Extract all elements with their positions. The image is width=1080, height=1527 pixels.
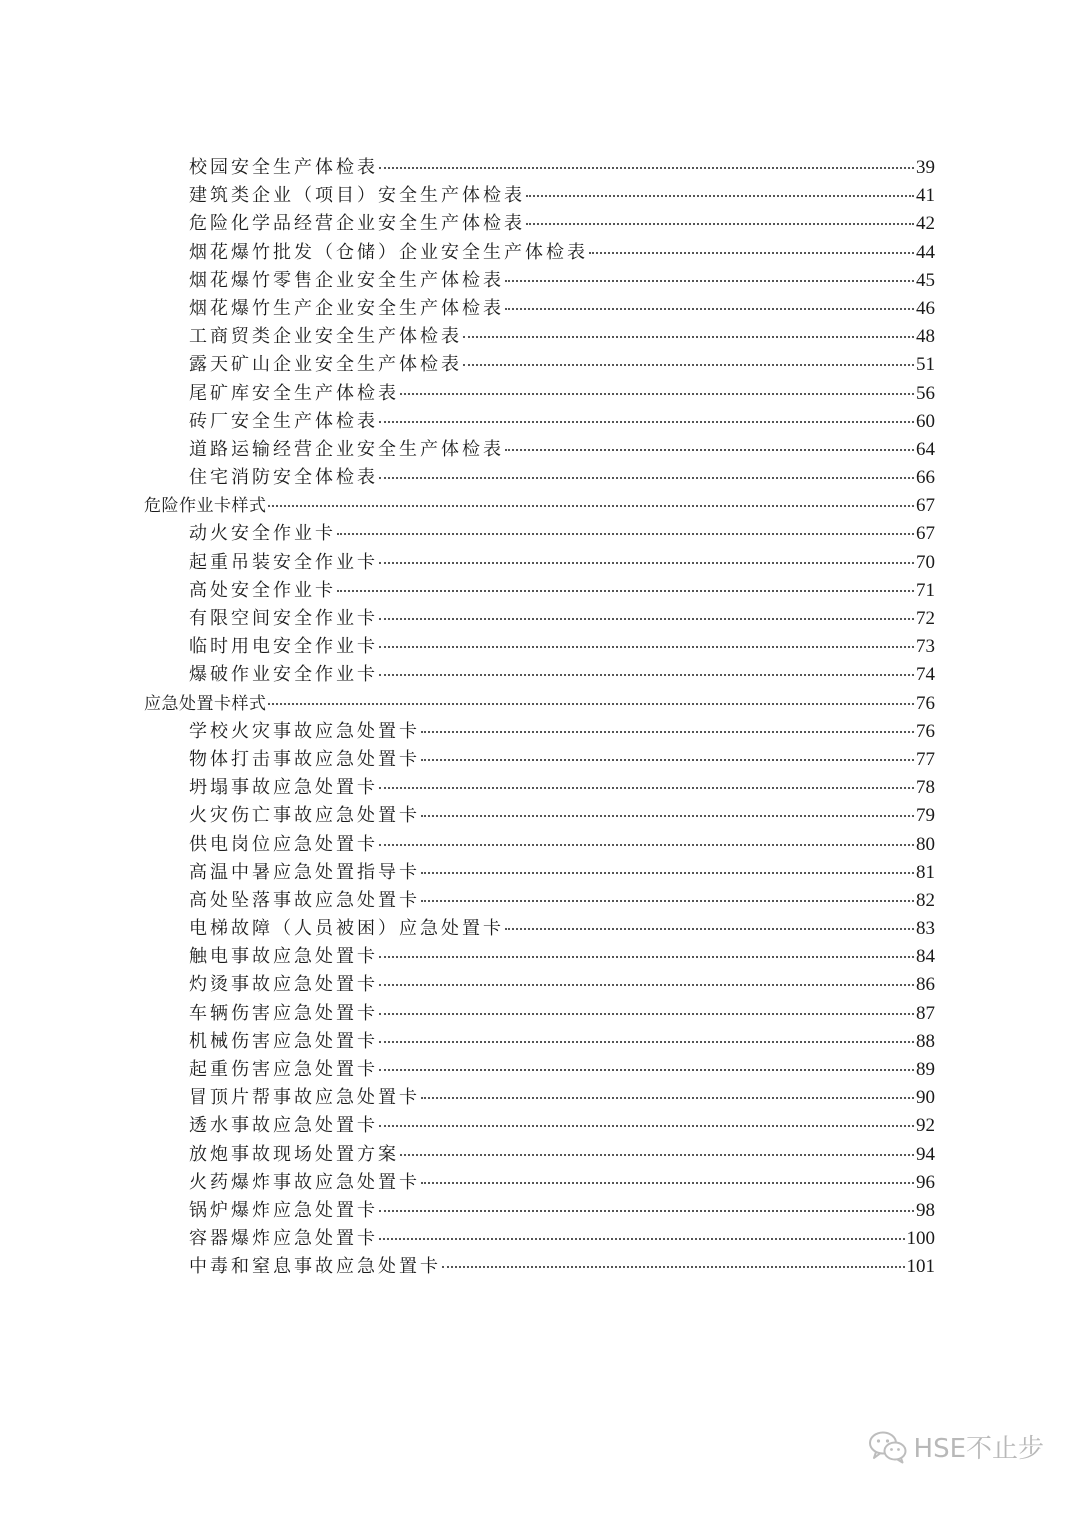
toc-entry-label: 建筑类企业（项目）安全生产体检表 bbox=[189, 185, 525, 207]
toc-page-number: 72 bbox=[916, 608, 935, 629]
toc-entry[interactable] bbox=[144, 210, 935, 238]
dot-leader bbox=[421, 871, 914, 874]
toc-entry[interactable] bbox=[144, 464, 935, 492]
toc-page-number: 89 bbox=[916, 1059, 935, 1080]
toc-page-number: 86 bbox=[916, 974, 935, 996]
toc-page-number: 48 bbox=[916, 326, 935, 348]
dot-leader bbox=[379, 786, 914, 789]
toc-page-number: 80 bbox=[916, 833, 935, 855]
toc-entry[interactable] bbox=[144, 154, 935, 182]
toc-entry-label: 放炮事故现场处置方案 bbox=[189, 1143, 399, 1165]
toc-page-number: 81 bbox=[916, 861, 935, 883]
toc-page-number: 92 bbox=[916, 1115, 935, 1137]
toc-entry-label: 住宅消防安全体检表 bbox=[189, 467, 378, 489]
toc-page-number: 45 bbox=[916, 269, 935, 291]
toc-entry[interactable] bbox=[144, 605, 935, 633]
toc-entry[interactable] bbox=[144, 1028, 935, 1056]
dot-leader bbox=[505, 927, 914, 930]
toc-page-number: 90 bbox=[916, 1087, 935, 1109]
dot-leader bbox=[526, 194, 914, 197]
toc-page-number: 71 bbox=[916, 579, 935, 601]
toc-entry[interactable] bbox=[144, 1056, 935, 1084]
toc-page-number: 73 bbox=[916, 636, 935, 658]
toc-page-number: 44 bbox=[916, 241, 935, 263]
dot-leader bbox=[379, 420, 914, 423]
toc-entry-label: 触电事故应急处置卡 bbox=[189, 946, 378, 968]
toc-entry-label: 高温中暑应急处置指导卡 bbox=[189, 861, 420, 883]
toc-entry-label: 砖厂安全生产体检表 bbox=[189, 410, 378, 432]
dot-leader bbox=[505, 448, 914, 451]
toc-entry[interactable] bbox=[144, 1253, 935, 1281]
dot-leader bbox=[421, 1096, 914, 1099]
dot-leader bbox=[379, 1012, 914, 1015]
toc-section-entry[interactable] bbox=[144, 492, 935, 520]
watermark bbox=[868, 1428, 1044, 1465]
dot-leader bbox=[379, 1068, 914, 1071]
toc-entry-label: 冒顶片帮事故应急处置卡 bbox=[189, 1087, 420, 1109]
toc-entry[interactable] bbox=[144, 295, 935, 323]
dot-leader bbox=[379, 843, 914, 846]
toc-entry[interactable] bbox=[144, 239, 935, 267]
toc-entry[interactable] bbox=[144, 549, 935, 577]
toc-page-number: 77 bbox=[916, 748, 935, 770]
toc-entry-label: 容器爆炸应急处置卡 bbox=[189, 1228, 378, 1250]
toc-entry[interactable] bbox=[144, 577, 935, 605]
toc-entry-label: 临时用电安全作业卡 bbox=[189, 636, 378, 658]
toc-page-number: 66 bbox=[916, 467, 935, 489]
dot-leader bbox=[526, 222, 914, 225]
toc-entry[interactable] bbox=[144, 182, 935, 210]
toc-entry[interactable] bbox=[144, 971, 935, 999]
toc-entry[interactable] bbox=[144, 380, 935, 408]
wechat-icon bbox=[868, 1430, 908, 1464]
toc-page-number: 98 bbox=[916, 1199, 935, 1221]
toc-entry[interactable] bbox=[144, 802, 935, 830]
toc-entry[interactable] bbox=[144, 774, 935, 802]
toc-entry[interactable] bbox=[144, 1112, 935, 1140]
toc-entry-label: 高处安全作业卡 bbox=[189, 579, 336, 601]
toc-entry[interactable] bbox=[144, 661, 935, 689]
toc-entry[interactable] bbox=[144, 267, 935, 295]
toc-entry[interactable] bbox=[144, 323, 935, 351]
toc-page-number: 56 bbox=[916, 382, 935, 404]
toc-entry-label: 电梯故障（人员被困）应急处置卡 bbox=[189, 918, 504, 940]
toc-entry-label: 起重吊装安全作业卡 bbox=[189, 551, 378, 573]
toc-entry-label: 物体打击事故应急处置卡 bbox=[189, 748, 420, 770]
toc-page-number: 64 bbox=[916, 438, 935, 460]
toc-page-number: 41 bbox=[916, 185, 935, 207]
toc-entry[interactable] bbox=[144, 746, 935, 774]
toc-entry[interactable] bbox=[144, 351, 935, 379]
toc-page-number: 101 bbox=[906, 1256, 935, 1278]
toc-entry-label: 危险作业卡样式 bbox=[144, 496, 267, 517]
toc-page-number: 46 bbox=[916, 297, 935, 319]
dot-leader bbox=[379, 166, 914, 169]
toc-page-number: 60 bbox=[916, 410, 935, 432]
dot-leader bbox=[379, 673, 914, 676]
table-of-contents bbox=[144, 154, 935, 1282]
toc-entry-label: 有限空间安全作业卡 bbox=[189, 608, 378, 629]
dot-leader bbox=[337, 532, 914, 535]
toc-page-number: 88 bbox=[916, 1030, 935, 1052]
toc-page-number: 74 bbox=[916, 664, 935, 686]
toc-entry-label: 危险化学品经营企业安全生产体检表 bbox=[189, 213, 525, 235]
toc-entry-label: 机械伤害应急处置卡 bbox=[189, 1030, 378, 1052]
toc-entry[interactable] bbox=[144, 633, 935, 661]
toc-entry[interactable] bbox=[144, 831, 935, 859]
toc-entry-label: 烟花爆竹批发（仓储）企业安全生产体检表 bbox=[189, 241, 588, 263]
toc-page-number: 84 bbox=[916, 946, 935, 968]
dot-leader bbox=[421, 899, 914, 902]
toc-entry-label: 烟花爆竹零售企业安全生产体检表 bbox=[189, 269, 504, 291]
toc-page-number: 82 bbox=[916, 889, 935, 911]
toc-entry-label: 中毒和窒息事故应急处置卡 bbox=[189, 1256, 441, 1278]
toc-entry-label: 工商贸类企业安全生产体检表 bbox=[189, 326, 462, 348]
toc-page-number: 76 bbox=[916, 720, 935, 742]
toc-entry[interactable] bbox=[144, 1084, 935, 1112]
toc-page-number: 78 bbox=[916, 777, 935, 799]
toc-entry-label: 透水事故应急处置卡 bbox=[189, 1115, 378, 1137]
toc-entry-label: 供电岗位应急处置卡 bbox=[189, 833, 378, 855]
dot-leader bbox=[400, 1153, 914, 1156]
toc-entry-label: 火药爆炸事故应急处置卡 bbox=[189, 1171, 420, 1193]
toc-entry-label: 尾矿库安全生产体检表 bbox=[189, 382, 399, 404]
dot-leader bbox=[379, 1209, 914, 1212]
dot-leader bbox=[268, 504, 915, 507]
toc-page-number: 83 bbox=[916, 918, 935, 940]
dot-leader bbox=[442, 1265, 905, 1268]
toc-entry-label: 校园安全生产体检表 bbox=[189, 157, 378, 178]
dot-leader bbox=[400, 392, 914, 395]
dot-leader bbox=[379, 617, 914, 620]
toc-entry[interactable] bbox=[144, 718, 935, 746]
toc-page-number: 39 bbox=[916, 157, 935, 178]
toc-entry[interactable] bbox=[144, 1169, 935, 1197]
toc-entry[interactable] bbox=[144, 943, 935, 971]
dot-leader bbox=[505, 307, 914, 310]
dot-leader bbox=[268, 702, 915, 705]
toc-entry[interactable] bbox=[144, 1000, 935, 1028]
toc-entry-label: 学校火灾事故应急处置卡 bbox=[189, 720, 420, 742]
dot-leader bbox=[379, 983, 914, 986]
dot-leader bbox=[379, 645, 914, 648]
dot-leader bbox=[589, 251, 914, 254]
toc-entry[interactable] bbox=[144, 408, 935, 436]
toc-page-number: 70 bbox=[916, 551, 935, 573]
dot-leader bbox=[379, 561, 914, 564]
toc-entry[interactable] bbox=[144, 1141, 935, 1169]
dot-leader bbox=[379, 955, 914, 958]
toc-page-number: 94 bbox=[916, 1143, 935, 1165]
toc-entry[interactable] bbox=[144, 520, 935, 548]
toc-entry-label: 车辆伤害应急处置卡 bbox=[189, 1002, 378, 1024]
dot-leader bbox=[421, 1181, 914, 1184]
toc-entry-label: 坍塌事故应急处置卡 bbox=[189, 777, 378, 799]
toc-entry[interactable] bbox=[144, 887, 935, 915]
watermark-text: HSE不止步 bbox=[913, 1434, 1044, 1464]
toc-entry-label: 动火安全作业卡 bbox=[189, 523, 336, 545]
toc-entry-label: 爆破作业安全作业卡 bbox=[189, 664, 378, 686]
toc-entry-label: 露天矿山企业安全生产体检表 bbox=[189, 354, 462, 376]
dot-leader bbox=[421, 814, 914, 817]
toc-section-entry[interactable] bbox=[144, 690, 935, 718]
toc-entry-label: 灼烫事故应急处置卡 bbox=[189, 974, 378, 996]
toc-page-number: 42 bbox=[916, 213, 935, 235]
toc-entry-label: 烟花爆竹生产企业安全生产体检表 bbox=[189, 297, 504, 319]
dot-leader bbox=[379, 1040, 914, 1043]
toc-entry[interactable] bbox=[144, 1225, 935, 1253]
dot-leader bbox=[379, 476, 914, 479]
toc-entry[interactable] bbox=[144, 1197, 935, 1225]
toc-entry[interactable] bbox=[144, 859, 935, 887]
toc-page-number: 100 bbox=[906, 1228, 935, 1250]
toc-entry[interactable] bbox=[144, 436, 935, 464]
dot-leader bbox=[421, 730, 914, 733]
toc-page-number: 76 bbox=[916, 692, 935, 714]
toc-entry-label: 道路运输经营企业安全生产体检表 bbox=[189, 438, 504, 460]
dot-leader bbox=[505, 279, 914, 282]
toc-entry-label: 高处坠落事故应急处置卡 bbox=[189, 889, 420, 911]
toc-entry-label: 起重伤害应急处置卡 bbox=[189, 1059, 378, 1080]
dot-leader bbox=[421, 758, 914, 761]
dot-leader bbox=[379, 1237, 905, 1240]
toc-page-number: 96 bbox=[916, 1171, 935, 1193]
toc-entry-label: 火灾伤亡事故应急处置卡 bbox=[189, 805, 420, 827]
toc-page-number: 51 bbox=[916, 354, 935, 376]
toc-page-number: 67 bbox=[916, 495, 935, 517]
dot-leader bbox=[463, 335, 914, 338]
toc-entry-label: 锅炉爆炸应急处置卡 bbox=[189, 1199, 378, 1221]
dot-leader bbox=[337, 589, 914, 592]
toc-page-number: 67 bbox=[916, 523, 935, 545]
dot-leader bbox=[463, 363, 914, 366]
toc-entry[interactable] bbox=[144, 915, 935, 943]
toc-entry-label: 应急处置卡样式 bbox=[144, 693, 267, 714]
dot-leader bbox=[379, 1124, 914, 1127]
toc-page-number: 87 bbox=[916, 1002, 935, 1024]
toc-page-number: 79 bbox=[916, 805, 935, 827]
toc-list bbox=[144, 154, 935, 1282]
